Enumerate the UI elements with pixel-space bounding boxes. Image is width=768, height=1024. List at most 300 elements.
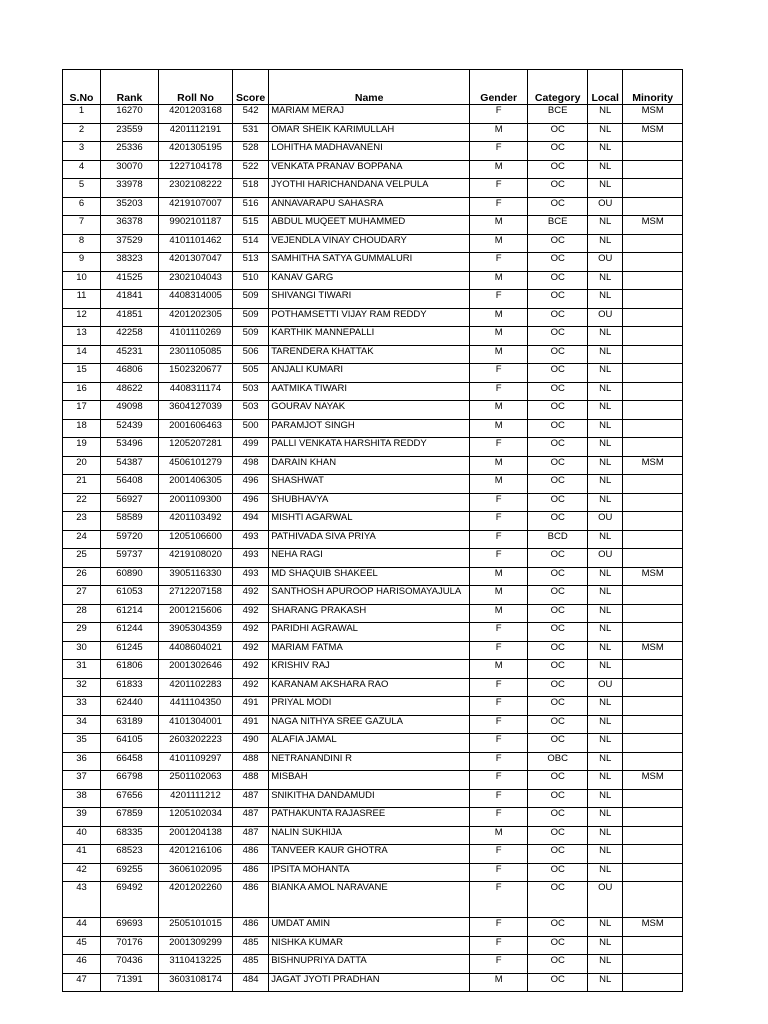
cell-score: 488 [233, 771, 269, 790]
cell-sno: 31 [63, 660, 101, 679]
cell-name: PRIYAL MODI [269, 697, 470, 716]
cell-sno: 7 [63, 216, 101, 235]
cell-local: NL [588, 271, 623, 290]
cell-gender: F [470, 197, 528, 216]
cell-gender: M [470, 308, 528, 327]
cell-local: NL [588, 160, 623, 179]
cell-sno: 45 [63, 936, 101, 955]
table-row [63, 623, 683, 642]
cell-minority [623, 308, 683, 327]
table-row [63, 290, 683, 309]
cell-score: 496 [233, 493, 269, 512]
cell-gender: F [470, 918, 528, 937]
cell-local: NL [588, 493, 623, 512]
table-row [63, 918, 683, 937]
table-row [63, 697, 683, 716]
cell-minority [623, 438, 683, 457]
cell-minority [623, 678, 683, 697]
cell-sno: 4 [63, 160, 101, 179]
cell-score: 487 [233, 789, 269, 808]
cell-name: TARENDERA KHATTAK [269, 345, 470, 364]
cell-category: BCD [528, 530, 588, 549]
cell-score: 485 [233, 955, 269, 974]
merit-list-table [62, 69, 683, 992]
cell-score: 486 [233, 845, 269, 864]
cell-name: SHUBHAVYA [269, 493, 470, 512]
cell-gender: F [470, 493, 528, 512]
cell-name: SHASHWAT [269, 475, 470, 494]
cell-local: NL [588, 955, 623, 974]
cell-category: OC [528, 179, 588, 198]
cell-gender: F [470, 808, 528, 827]
cell-name: POTHAMSETTI VIJAY RAM REDDY [269, 308, 470, 327]
cell-score: 496 [233, 475, 269, 494]
cell-rank: 66458 [101, 752, 159, 771]
header-minority: Minority [623, 70, 683, 105]
cell-roll-no: 4101101462 [159, 234, 233, 253]
table-row [63, 955, 683, 974]
cell-rank: 30070 [101, 160, 159, 179]
cell-name: IPSITA MOHANTA [269, 863, 470, 882]
cell-category: OC [528, 882, 588, 918]
cell-rank: 46806 [101, 364, 159, 383]
cell-rank: 69255 [101, 863, 159, 882]
cell-rank: 61214 [101, 604, 159, 623]
cell-name: MARIAM FATMA [269, 641, 470, 660]
cell-roll-no: 4506101279 [159, 456, 233, 475]
cell-gender: M [470, 123, 528, 142]
cell-gender: M [470, 604, 528, 623]
cell-category: OC [528, 789, 588, 808]
cell-sno: 8 [63, 234, 101, 253]
cell-score: 518 [233, 179, 269, 198]
cell-minority [623, 530, 683, 549]
cell-minority [623, 327, 683, 346]
cell-sno: 20 [63, 456, 101, 475]
cell-local: NL [588, 179, 623, 198]
cell-roll-no: 4201307047 [159, 253, 233, 272]
cell-score: 509 [233, 308, 269, 327]
cell-sno: 23 [63, 512, 101, 531]
cell-score: 514 [233, 234, 269, 253]
table-row [63, 734, 683, 753]
cell-sno: 43 [63, 882, 101, 918]
cell-score: 500 [233, 419, 269, 438]
cell-rank: 35203 [101, 197, 159, 216]
cell-minority [623, 549, 683, 568]
cell-gender: M [470, 826, 528, 845]
cell-roll-no: 4201202305 [159, 308, 233, 327]
cell-roll-no: 2301105085 [159, 345, 233, 364]
cell-category: OC [528, 660, 588, 679]
cell-name: BIANKA AMOL NARAVANE [269, 882, 470, 918]
cell-rank: 70436 [101, 955, 159, 974]
cell-name: NEHA RAGI [269, 549, 470, 568]
cell-local: NL [588, 216, 623, 235]
cell-category: OC [528, 567, 588, 586]
table-row [63, 419, 683, 438]
cell-minority [623, 789, 683, 808]
header-gender: Gender [470, 70, 528, 105]
cell-category: OC [528, 308, 588, 327]
cell-gender: F [470, 179, 528, 198]
cell-name: SHARANG PRAKASH [269, 604, 470, 623]
cell-rank: 69492 [101, 882, 159, 918]
cell-sno: 44 [63, 918, 101, 937]
cell-gender: M [470, 345, 528, 364]
cell-category: BCE [528, 105, 588, 124]
cell-local: NL [588, 586, 623, 605]
table-row [63, 271, 683, 290]
cell-roll-no: 1205106600 [159, 530, 233, 549]
cell-minority [623, 697, 683, 716]
cell-gender: M [470, 586, 528, 605]
cell-category: OC [528, 697, 588, 716]
table-row [63, 863, 683, 882]
cell-minority [623, 253, 683, 272]
table-row [63, 771, 683, 790]
cell-gender: M [470, 419, 528, 438]
cell-name: PATHIVADA SIVA PRIYA [269, 530, 470, 549]
cell-roll-no: 4201103492 [159, 512, 233, 531]
cell-local: NL [588, 973, 623, 992]
cell-category: OC [528, 715, 588, 734]
cell-rank: 62440 [101, 697, 159, 716]
cell-gender: F [470, 530, 528, 549]
cell-local: NL [588, 845, 623, 864]
cell-local: NL [588, 530, 623, 549]
cell-minority: MSM [623, 641, 683, 660]
table-row [63, 586, 683, 605]
cell-roll-no: 3905304359 [159, 623, 233, 642]
cell-category: OC [528, 123, 588, 142]
table-row [63, 438, 683, 457]
cell-sno: 6 [63, 197, 101, 216]
cell-sno: 25 [63, 549, 101, 568]
cell-rank: 63189 [101, 715, 159, 734]
cell-category: OC [528, 586, 588, 605]
cell-category: OC [528, 826, 588, 845]
cell-score: 491 [233, 697, 269, 716]
cell-category: OC [528, 142, 588, 161]
cell-rank: 68335 [101, 826, 159, 845]
cell-name: BISHNUPRIYA DATTA [269, 955, 470, 974]
cell-name: AATMIKA TIWARI [269, 382, 470, 401]
cell-sno: 15 [63, 364, 101, 383]
cell-sno: 16 [63, 382, 101, 401]
table-row [63, 567, 683, 586]
cell-rank: 68523 [101, 845, 159, 864]
cell-minority [623, 382, 683, 401]
cell-name: VENKATA PRANAV BOPPANA [269, 160, 470, 179]
cell-roll-no: 2001109300 [159, 493, 233, 512]
cell-category: OC [528, 475, 588, 494]
cell-gender: F [470, 734, 528, 753]
cell-category: OC [528, 160, 588, 179]
header-name: Name [269, 70, 470, 105]
cell-minority [623, 863, 683, 882]
cell-name: NISHKA KUMAR [269, 936, 470, 955]
cell-score: 492 [233, 586, 269, 605]
cell-local: OU [588, 882, 623, 918]
cell-category: OC [528, 290, 588, 309]
header-row [63, 70, 683, 105]
cell-name: SNIKITHA DANDAMUDI [269, 789, 470, 808]
cell-category: OC [528, 419, 588, 438]
cell-category: OC [528, 678, 588, 697]
cell-roll-no: 3110413225 [159, 955, 233, 974]
cell-score: 486 [233, 882, 269, 918]
cell-minority [623, 808, 683, 827]
cell-sno: 38 [63, 789, 101, 808]
cell-sno: 3 [63, 142, 101, 161]
cell-score: 542 [233, 105, 269, 124]
cell-roll-no: 2603202223 [159, 734, 233, 753]
cell-sno: 39 [63, 808, 101, 827]
cell-minority [623, 364, 683, 383]
cell-category: OC [528, 973, 588, 992]
cell-minority [623, 197, 683, 216]
cell-minority [623, 419, 683, 438]
cell-score: 492 [233, 678, 269, 697]
cell-rank: 71391 [101, 973, 159, 992]
cell-category: OC [528, 604, 588, 623]
cell-sno: 46 [63, 955, 101, 974]
cell-gender: F [470, 752, 528, 771]
cell-gender: M [470, 456, 528, 475]
cell-minority: MSM [623, 216, 683, 235]
cell-rank: 61245 [101, 641, 159, 660]
table-row [63, 179, 683, 198]
cell-rank: 60890 [101, 567, 159, 586]
table-row [63, 308, 683, 327]
cell-score: 503 [233, 382, 269, 401]
cell-roll-no: 4101304001 [159, 715, 233, 734]
cell-local: NL [588, 364, 623, 383]
cell-minority [623, 604, 683, 623]
cell-local: OU [588, 253, 623, 272]
cell-name: PARIDHI AGRAWAL [269, 623, 470, 642]
table-row [63, 364, 683, 383]
cell-gender: F [470, 936, 528, 955]
table-row [63, 382, 683, 401]
cell-rank: 66798 [101, 771, 159, 790]
cell-category: OBC [528, 752, 588, 771]
cell-gender: F [470, 789, 528, 808]
cell-name: NAGA NITHYA SREE GAZULA [269, 715, 470, 734]
cell-category: OC [528, 623, 588, 642]
cell-sno: 40 [63, 826, 101, 845]
cell-local: NL [588, 918, 623, 937]
cell-roll-no: 4408314005 [159, 290, 233, 309]
cell-category: OC [528, 955, 588, 974]
cell-rank: 45231 [101, 345, 159, 364]
cell-score: 516 [233, 197, 269, 216]
cell-local: NL [588, 327, 623, 346]
cell-name: UMDAT AMIN [269, 918, 470, 937]
cell-roll-no: 1502320677 [159, 364, 233, 383]
cell-minority: MSM [623, 567, 683, 586]
table-row [63, 512, 683, 531]
cell-roll-no: 1205102034 [159, 808, 233, 827]
cell-roll-no: 2001606463 [159, 419, 233, 438]
cell-roll-no: 4201202260 [159, 882, 233, 918]
cell-gender: F [470, 253, 528, 272]
table-row [63, 475, 683, 494]
cell-roll-no: 4201216106 [159, 845, 233, 864]
cell-local: OU [588, 197, 623, 216]
cell-local: NL [588, 863, 623, 882]
cell-category: OC [528, 918, 588, 937]
cell-rank: 33978 [101, 179, 159, 198]
cell-category: OC [528, 808, 588, 827]
cell-sno: 27 [63, 586, 101, 605]
cell-local: NL [588, 419, 623, 438]
cell-rank: 42258 [101, 327, 159, 346]
table-row [63, 216, 683, 235]
cell-name: NETRANANDINI R [269, 752, 470, 771]
cell-gender: M [470, 271, 528, 290]
cell-roll-no: 4219107007 [159, 197, 233, 216]
cell-roll-no: 4101109297 [159, 752, 233, 771]
cell-minority [623, 179, 683, 198]
cell-name: OMAR SHEIK KARIMULLAH [269, 123, 470, 142]
cell-local: NL [588, 290, 623, 309]
cell-rank: 16270 [101, 105, 159, 124]
cell-score: 486 [233, 918, 269, 937]
cell-sno: 10 [63, 271, 101, 290]
cell-category: OC [528, 197, 588, 216]
cell-rank: 61053 [101, 586, 159, 605]
cell-minority: MSM [623, 105, 683, 124]
cell-gender: F [470, 364, 528, 383]
cell-score: 493 [233, 567, 269, 586]
cell-gender: F [470, 771, 528, 790]
cell-score: 509 [233, 290, 269, 309]
cell-gender: M [470, 216, 528, 235]
cell-name: SANTHOSH APUROOP HARISOMAYAJULA [269, 586, 470, 605]
cell-gender: F [470, 382, 528, 401]
cell-roll-no: 4101110269 [159, 327, 233, 346]
cell-gender: M [470, 660, 528, 679]
cell-sno: 13 [63, 327, 101, 346]
cell-roll-no: 4201102283 [159, 678, 233, 697]
cell-roll-no: 3604127039 [159, 401, 233, 420]
cell-minority [623, 475, 683, 494]
cell-minority [623, 401, 683, 420]
cell-score: 522 [233, 160, 269, 179]
cell-sno: 19 [63, 438, 101, 457]
table-row [63, 882, 683, 918]
table-row [63, 234, 683, 253]
cell-roll-no: 4408604021 [159, 641, 233, 660]
cell-category: BCE [528, 216, 588, 235]
cell-minority [623, 845, 683, 864]
cell-score: 515 [233, 216, 269, 235]
cell-name: KRISHIV RAJ [269, 660, 470, 679]
table-row [63, 845, 683, 864]
cell-name: JYOTHI HARICHANDANA VELPULA [269, 179, 470, 198]
cell-sno: 2 [63, 123, 101, 142]
cell-local: NL [588, 715, 623, 734]
table-row [63, 105, 683, 124]
cell-category: OC [528, 771, 588, 790]
cell-local: NL [588, 382, 623, 401]
cell-gender: F [470, 549, 528, 568]
cell-minority [623, 973, 683, 992]
cell-roll-no: 2501102063 [159, 771, 233, 790]
table-row [63, 253, 683, 272]
table-row [63, 715, 683, 734]
cell-gender: M [470, 327, 528, 346]
cell-name: ALAFIA JAMAL [269, 734, 470, 753]
cell-gender: M [470, 973, 528, 992]
cell-score: 503 [233, 401, 269, 420]
header-rank: Rank [101, 70, 159, 105]
cell-name: MISBAH [269, 771, 470, 790]
table-row [63, 123, 683, 142]
cell-local: NL [588, 826, 623, 845]
table-row [63, 678, 683, 697]
cell-score: 492 [233, 660, 269, 679]
cell-minority [623, 512, 683, 531]
cell-sno: 41 [63, 845, 101, 864]
cell-gender: F [470, 697, 528, 716]
cell-roll-no: 4219108020 [159, 549, 233, 568]
cell-name: KANAV GARG [269, 271, 470, 290]
cell-name: KARTHIK MANNEPALLI [269, 327, 470, 346]
cell-gender: F [470, 641, 528, 660]
cell-rank: 25336 [101, 142, 159, 161]
cell-gender: F [470, 678, 528, 697]
cell-sno: 22 [63, 493, 101, 512]
cell-gender: F [470, 845, 528, 864]
table-row [63, 808, 683, 827]
header-sno: S.No [63, 70, 101, 105]
cell-rank: 67859 [101, 808, 159, 827]
cell-local: NL [588, 808, 623, 827]
cell-name: SHIVANGI TIWARI [269, 290, 470, 309]
cell-category: OC [528, 345, 588, 364]
cell-category: OC [528, 512, 588, 531]
cell-roll-no: 2001204138 [159, 826, 233, 845]
cell-rank: 41851 [101, 308, 159, 327]
cell-minority [623, 752, 683, 771]
cell-category: OC [528, 364, 588, 383]
cell-rank: 41525 [101, 271, 159, 290]
cell-minority [623, 493, 683, 512]
cell-name: PARAMJOT SINGH [269, 419, 470, 438]
cell-minority [623, 234, 683, 253]
cell-rank: 53496 [101, 438, 159, 457]
cell-score: 493 [233, 530, 269, 549]
cell-score: 484 [233, 973, 269, 992]
cell-name: JAGAT JYOTI PRADHAN [269, 973, 470, 992]
table-row [63, 142, 683, 161]
cell-sno: 36 [63, 752, 101, 771]
table-row [63, 973, 683, 992]
table-row [63, 604, 683, 623]
cell-name: LOHITHA MADHAVANENI [269, 142, 470, 161]
cell-gender: F [470, 955, 528, 974]
cell-category: OC [528, 641, 588, 660]
cell-roll-no: 2001406305 [159, 475, 233, 494]
table-row [63, 345, 683, 364]
cell-gender: M [470, 234, 528, 253]
cell-sno: 35 [63, 734, 101, 753]
cell-sno: 18 [63, 419, 101, 438]
cell-sno: 32 [63, 678, 101, 697]
